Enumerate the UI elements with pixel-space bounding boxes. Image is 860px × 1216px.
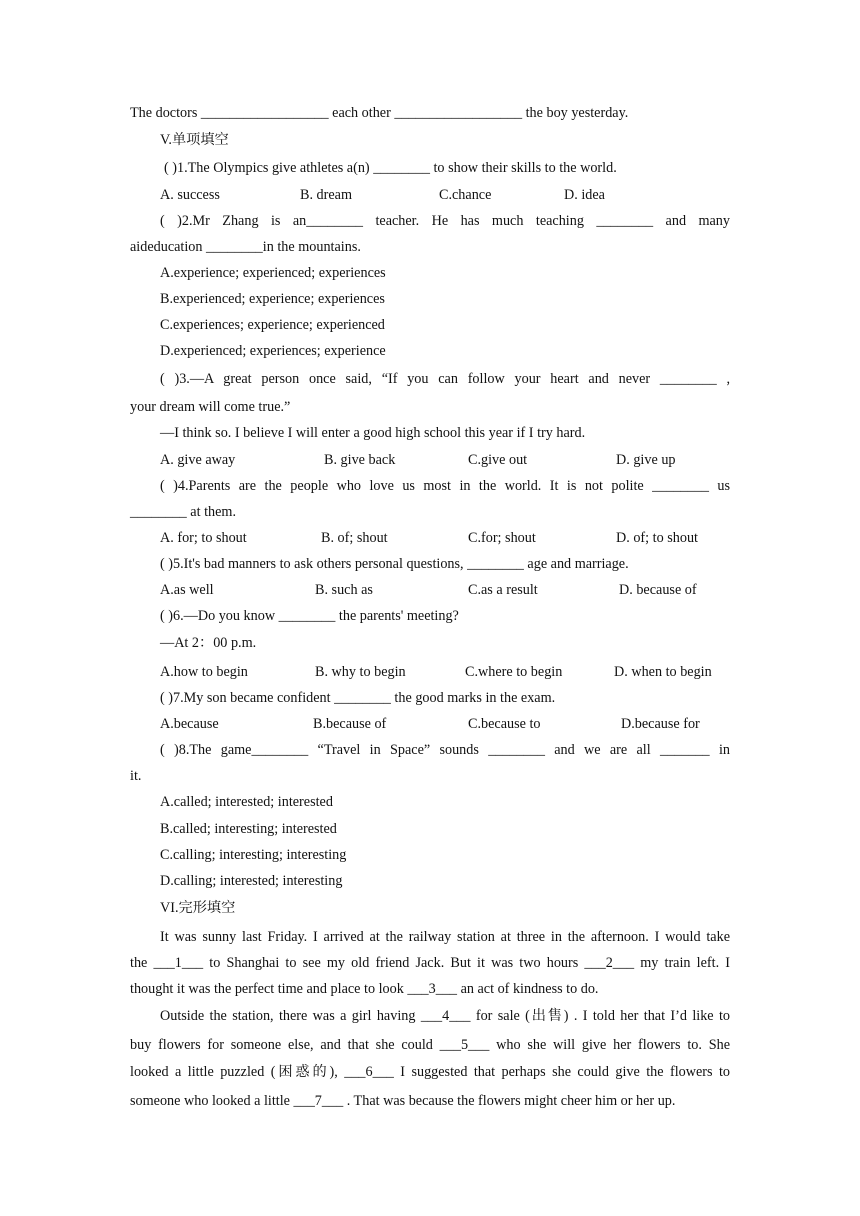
question-6-options (160, 663, 730, 681)
question-1: ( )1.The Olympics give athletes a(n) ________ to show their skills to the world. (164, 160, 617, 176)
option-d: D. of; to shout (616, 530, 698, 546)
option-d: D. give up (616, 452, 676, 468)
option-a: A. give away (160, 452, 236, 468)
question-8-option-d: D.calling; interested; interesting (160, 873, 343, 889)
option-c: C.give out (468, 452, 528, 468)
option-c: C.because to (468, 716, 541, 732)
passage-p2-line-2: buy flowers for someone else, and that she could ___5___ who she will give her flowers to. She (130, 1037, 730, 1053)
option-b: B. such as (315, 582, 373, 598)
question-2-option-c: C.experiences; experience; experienced (160, 317, 385, 333)
option-c: C.where to begin (465, 664, 563, 680)
passage-p2-line-4: someone who looked a little ___7___ . That was because the flowers might cheer him or her up. (130, 1093, 676, 1109)
question-2-option-a: A.experience; experienced; experiences (160, 265, 386, 281)
question-8-option-c: C.calling; interesting; interesting (160, 847, 347, 863)
question-4-line-2: ________ at them. (130, 504, 236, 520)
passage-p2-line-3: looked a little puzzled (困惑的), ___6___ I suggested that perhaps she could give the flowers to (130, 1064, 730, 1080)
question-2-line-1: ( )2.Mr Zhang is an________ teacher. He has much teaching ________ and many (160, 213, 730, 229)
option-b: B. why to begin (315, 664, 406, 680)
question-6-line-1: ( )6.—Do you know ________ the parents' meeting? (160, 608, 459, 624)
question-2-option-d: D.experienced; experiences; experience (160, 343, 386, 359)
option-a: A.because (160, 716, 219, 732)
question-1-options (160, 186, 730, 204)
option-b: B. of; shout (321, 530, 388, 546)
option-d: D. idea (564, 187, 605, 203)
option-b: B.because of (313, 716, 387, 732)
question-8-line-1: ( )8.The game________ “Travel in Space” sounds ________ and we are all _______ in (160, 742, 730, 758)
question-3-line-2: your dream will come true.” (130, 399, 291, 415)
option-b: B. dream (300, 187, 353, 203)
option-c: C.for; shout (468, 530, 536, 546)
question-6-line-2: —At 2：00 p.m. (160, 635, 257, 651)
question-5-options (160, 581, 730, 599)
question-8-option-a: A.called; interested; interested (160, 794, 333, 810)
question-8-option-b: B.called; interesting; interested (160, 821, 337, 837)
option-a: A. for; to shout (160, 530, 247, 546)
option-c: C.chance (439, 187, 492, 203)
question-3-line-1: ( )3.—A great person once said, “If you can follow your heart and never ________ , (160, 371, 730, 387)
question-3-options (160, 451, 730, 469)
option-a: A.as well (160, 582, 214, 598)
question-4-options (160, 529, 730, 547)
passage-p1-line-1: It was sunny last Friday. I arrived at the railway station at three in the afternoon. I would take (160, 929, 730, 945)
section-heading-6: VI.完形填空 (160, 900, 236, 916)
question-4-line-1: ( )4.Parents are the people who love us most in the world. It is not polite ________ us (160, 478, 730, 494)
question-5: ( )5.It's bad manners to ask others personal questions, ________ age and marriage. (160, 556, 629, 572)
passage-p1-line-2: the ___1___ to Shanghai to see my old friend Jack. But it was two hours ___2___ my train left. I (130, 955, 730, 971)
question-7: ( )7.My son became confident ________ the good marks in the exam. (160, 690, 556, 706)
question-3-line-3: —I think so. I believe I will enter a good high school this year if I try hard. (160, 425, 586, 441)
question-8-line-2: it. (130, 768, 142, 784)
passage-p1-line-3: thought it was the perfect time and place to look ___3___ an act of kindness to do. (130, 981, 599, 997)
passage-p2-line-1: Outside the station, there was a girl having ___4___ for sale (出售) . I told her that I’d like to (160, 1008, 730, 1024)
line-doctors: The doctors __________________ each other __________________ the boy yesterday. (130, 105, 629, 121)
section-heading-5: V.单项填空 (160, 132, 229, 148)
option-d: D. when to begin (614, 664, 712, 680)
question-7-options (160, 715, 730, 733)
option-d: D. because of (619, 582, 697, 598)
option-a: A. success (160, 187, 220, 203)
option-c: C.as a result (468, 582, 538, 598)
option-b: B. give back (324, 452, 396, 468)
option-a: A.how to begin (160, 664, 248, 680)
question-2-line-2: aideducation ________in the mountains. (130, 239, 361, 255)
option-d: D.because for (621, 716, 700, 732)
question-2-option-b: B.experienced; experience; experiences (160, 291, 385, 307)
